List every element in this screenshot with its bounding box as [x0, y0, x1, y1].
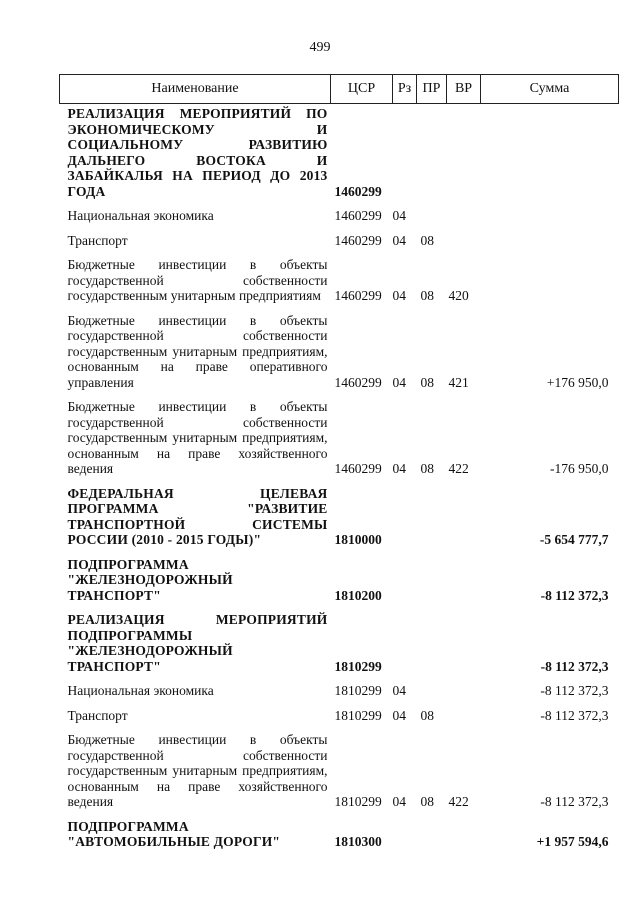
cell-name: Транспорт — [67, 232, 128, 248]
cell-vr — [447, 480, 481, 551]
cell-vr — [447, 702, 481, 727]
cell-pr — [417, 813, 447, 853]
header-name: Наименование — [60, 75, 331, 104]
cell-pr — [417, 480, 447, 551]
cell-name: ФЕДЕРАЛЬНАЯ ЦЕЛЕВАЯ ПРОГРАММА "РАЗВИТИЕ ТРАНСПОРТНОЙ СИСТЕМЫ РОССИИ (2010 - 2015 ГОДЫ)" — [67, 485, 328, 547]
cell-name: Бюджетные инвестиции в объекты государственной собственности государственным унитарным предприятиям, основанным на праве хозяйственного ведения — [67, 399, 328, 476]
cell-name: РЕАЛИЗАЦИЯ МЕРОПРИЯТИЙ ПО ЭКОНОМИЧЕСКОМУ И СОЦИАЛЬНОМУ РАЗВИТИЮ ДАЛЬНЕГО ВОСТОКА И ЗАБАЙКАЛЬЯ НА ПЕРИОД ДО 2013 ГОДА — [67, 106, 328, 199]
cell-name: Бюджетные инвестиции в объекты государственной собственности государственным унитарным предприятиям, основанным на праве оперативного управления — [67, 312, 328, 390]
table-row — [60, 551, 619, 607]
table-row — [60, 726, 619, 813]
header-rz: Рз — [393, 75, 417, 104]
cell-rz — [393, 104, 417, 203]
cell-pr — [417, 677, 447, 702]
cell-vr — [447, 104, 481, 203]
cell-vr — [447, 677, 481, 702]
cell-sum: -8 112 372,3 — [540, 683, 609, 698]
cell-pr — [417, 606, 447, 677]
table-row — [60, 677, 619, 702]
cell-rz: 04 — [392, 461, 406, 476]
table-row — [60, 251, 619, 307]
cell-rz — [393, 480, 417, 551]
cell-name: Бюджетные инвестиции в объекты государственной собственности государственным унитарным предприятиям, основанным на праве хозяйственного ведения — [67, 732, 328, 809]
table-row — [60, 393, 619, 480]
cell-rz: 04 — [392, 232, 406, 248]
cell-rz: 04 — [392, 707, 406, 723]
cell-name: Национальная экономика — [67, 208, 214, 223]
cell-vr: 422 — [448, 461, 469, 476]
cell-rz — [393, 551, 417, 607]
header-sum: Сумма — [481, 75, 619, 104]
cell-rz: 04 — [392, 288, 406, 303]
cell-csr: 1460299 — [334, 461, 382, 476]
cell-csr: 1460299 — [334, 208, 382, 223]
cell-csr: 1810300 — [334, 834, 382, 849]
cell-vr: 420 — [448, 288, 469, 303]
cell-sum — [481, 251, 619, 307]
cell-vr: 422 — [448, 794, 469, 809]
cell-pr: 08 — [420, 707, 434, 723]
cell-csr: 1810200 — [334, 587, 382, 603]
cell-name: РЕАЛИЗАЦИЯ МЕРОПРИЯТИЙ ПОДПРОГРАММЫ "ЖЕЛЕЗНОДОРОЖНЫЙ ТРАНСПОРТ" — [67, 612, 328, 674]
cell-csr: 1810299 — [334, 707, 382, 723]
cell-rz — [393, 813, 417, 853]
cell-pr: 08 — [420, 374, 434, 390]
cell-sum: -8 112 372,3 — [540, 658, 609, 674]
header-vr: ВР — [447, 75, 481, 104]
cell-name: Транспорт — [67, 707, 128, 723]
cell-sum: -8 112 372,3 — [540, 587, 609, 603]
cell-sum: +176 950,0 — [546, 374, 609, 390]
cell-csr: 1460299 — [334, 232, 382, 248]
cell-csr: 1460299 — [334, 288, 382, 303]
cell-rz: 04 — [392, 683, 406, 698]
table-row — [60, 104, 619, 203]
cell-sum: -8 112 372,3 — [540, 794, 609, 809]
cell-pr — [417, 551, 447, 607]
cell-pr — [417, 202, 447, 227]
cell-sum: -8 112 372,3 — [540, 707, 609, 723]
budget-table — [59, 74, 619, 853]
cell-rz: 04 — [392, 794, 406, 809]
cell-sum — [481, 227, 619, 252]
cell-pr: 08 — [420, 232, 434, 248]
table-row — [60, 202, 619, 227]
cell-pr: 08 — [420, 794, 434, 809]
cell-pr — [417, 104, 447, 203]
cell-sum — [481, 202, 619, 227]
page-number: 499 — [309, 40, 331, 55]
cell-pr: 08 — [420, 288, 434, 303]
cell-sum: -176 950,0 — [550, 461, 609, 476]
cell-name: ПОДПРОГРАММА "АВТОМОБИЛЬНЫЕ ДОРОГИ" — [67, 818, 281, 849]
cell-csr: 1810000 — [334, 532, 382, 547]
cell-csr: 1460299 — [334, 183, 382, 199]
cell-sum: -5 654 777,7 — [539, 532, 609, 547]
table-row — [60, 606, 619, 677]
table-row — [60, 227, 619, 252]
header-csr: ЦСР — [331, 75, 393, 104]
cell-sum: +1 957 594,6 — [536, 834, 609, 849]
cell-vr: 421 — [448, 374, 469, 390]
table-body — [60, 104, 619, 853]
cell-vr — [447, 606, 481, 677]
cell-vr — [447, 551, 481, 607]
cell-rz — [393, 606, 417, 677]
cell-csr: 1810299 — [334, 794, 382, 809]
cell-vr — [447, 813, 481, 853]
table-row — [60, 813, 619, 853]
table-row — [60, 307, 619, 394]
table-row — [60, 480, 619, 551]
cell-rz: 04 — [392, 208, 406, 223]
cell-pr: 08 — [420, 461, 434, 476]
cell-csr: 1460299 — [334, 374, 382, 390]
cell-vr — [447, 227, 481, 252]
cell-vr — [447, 202, 481, 227]
cell-name: Национальная экономика — [67, 683, 214, 698]
cell-sum — [481, 104, 619, 203]
cell-name: Бюджетные инвестиции в объекты государственной собственности государственным унитарным предприятиям — [67, 257, 328, 303]
cell-rz: 04 — [392, 374, 406, 390]
cell-csr: 1810299 — [334, 658, 382, 674]
header-pr: ПР — [417, 75, 447, 104]
cell-name: ПОДПРОГРАММА "ЖЕЛЕЗНОДОРОЖНЫЙ ТРАНСПОРТ" — [67, 556, 233, 603]
table-row — [60, 702, 619, 727]
cell-csr: 1810299 — [334, 683, 382, 698]
table-header-row — [60, 75, 619, 104]
